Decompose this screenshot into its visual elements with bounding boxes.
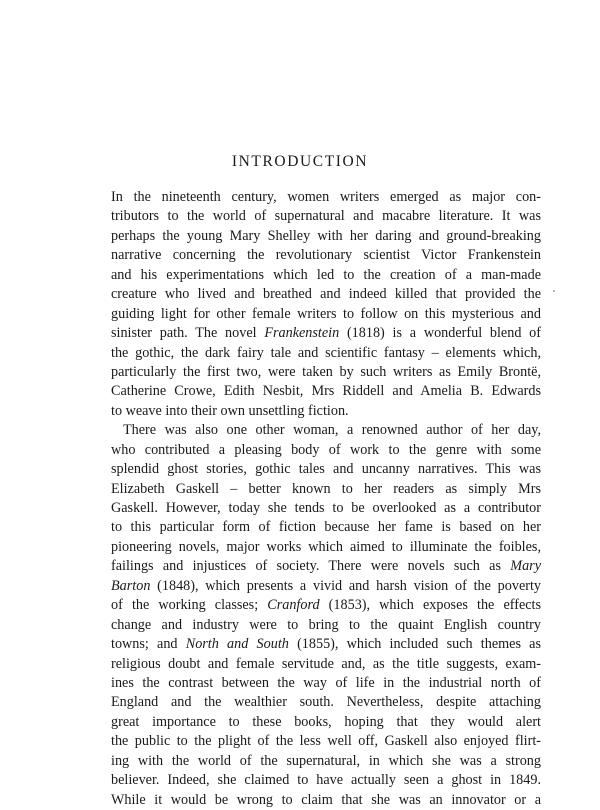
text-line — [111, 499, 541, 518]
text-line — [111, 655, 541, 674]
text-run: who contributed a pleasing body of work to the genre with some — [111, 441, 541, 458]
text-line — [111, 771, 541, 790]
scan-speck — [553, 290, 555, 292]
text-run: ing with the world of the supernatural, in which she was a strong — [111, 752, 541, 769]
text-line — [111, 713, 541, 732]
text-run: sinister path. The novel — [111, 325, 265, 342]
italic-title: Cranford — [267, 597, 320, 614]
text-run: believer. Indeed, she claimed to have actually seen a ghost in 1849. — [111, 772, 541, 789]
text-run: perhaps the young Mary Shelley with her daring and ground-breaking — [111, 227, 541, 244]
text-line — [111, 732, 541, 751]
text-run: (1848), which presents a vivid and harsh vision of the poverty — [150, 577, 541, 594]
text-line — [111, 441, 541, 460]
text-line — [111, 324, 541, 343]
text-run: Gaskell. However, today she tends to be overlooked as a contributor — [111, 500, 541, 516]
text-line — [111, 693, 541, 712]
text-line — [111, 363, 541, 382]
text-line — [111, 557, 541, 576]
text-run: religious doubt and female servitude and, as the title suggests, exam- — [111, 655, 541, 672]
text-line — [111, 616, 541, 635]
text-line — [111, 577, 541, 596]
text-run: Elizabeth Gaskell – better known to her readers as simply Mrs — [111, 480, 541, 497]
text-run: great importance to these books, hoping that they would alert — [111, 713, 541, 730]
text-run: particularly the first two, were taken by such writers as Emily Brontë, — [111, 363, 541, 380]
text-line — [111, 227, 541, 246]
text-run: and his experimentations which led to the creation of a man-made — [111, 266, 541, 283]
text-run: (1853), which exposes the effects — [319, 597, 542, 614]
text-run: the public to the plight of the less well off, Gaskell also enjoyed flirt- — [111, 733, 541, 750]
text-run: to weave into their own unsettling fiction. — [111, 402, 349, 419]
text-line — [111, 518, 541, 537]
italic-title: Barton — [111, 577, 151, 594]
text-run: ines the contrast between the way of life in the industrial north of — [111, 674, 541, 691]
text-run: change and industry were to bring to the quaint English country — [111, 616, 541, 633]
text-run: narrative concerning the revolutionary scientist Victor Frankenstein — [111, 247, 541, 264]
text-line — [111, 460, 541, 479]
text-line — [111, 305, 541, 324]
text-run: While it would be wrong to claim that she was an innovator or a — [111, 791, 541, 808]
text-run: tributors to the world of supernatural and macabre literature. It was — [111, 208, 541, 225]
text-line — [111, 791, 541, 810]
text-line — [111, 285, 541, 304]
text-run: (1855), which included such themes as — [288, 636, 541, 653]
text-line — [111, 596, 541, 615]
text-line — [111, 752, 541, 771]
text-run: guiding light for other female writers to follow on this mysterious and — [111, 305, 541, 322]
text-line — [111, 266, 541, 285]
text-line — [111, 538, 541, 557]
italic-title: Frankenstein — [264, 325, 340, 342]
text-line — [111, 207, 541, 226]
text-line — [111, 674, 541, 693]
text-run: to this particular form of fiction because her fame is based on her — [111, 519, 541, 536]
italic-title: North and South — [185, 636, 289, 653]
text-line — [111, 480, 541, 499]
italic-title: Mary — [510, 558, 541, 575]
text-line — [111, 635, 541, 654]
text-run: splendid ghost stories, gothic tales and uncanny narratives. This was — [111, 461, 541, 478]
page-title: INTRODUCTION — [231, 153, 369, 170]
text-run: the gothic, the dark fairy tale and scientific fantasy – elements which, — [111, 344, 541, 361]
text-line — [111, 382, 541, 401]
text-run: In the nineteenth century, women writers emerged as major con- — [111, 189, 541, 205]
body-text — [111, 188, 541, 810]
text-run: creature who lived and breathed and indeed killed that provided the — [111, 286, 541, 303]
text-line — [111, 188, 541, 207]
text-line — [111, 246, 541, 265]
text-line — [111, 344, 541, 363]
text-run: England and the wealthier south. Nevertheless, despite attaching — [111, 694, 541, 711]
text-run: failings and injustices of society. There were novels such as — [111, 558, 511, 575]
text-run: of the working classes; — [111, 597, 268, 614]
text-run: There was also one other woman, a renowned author of her day, — [123, 422, 541, 439]
text-line — [111, 402, 541, 421]
text-run: Catherine Crowe, Edith Nesbit, Mrs Riddell and Amelia B. Edwards — [111, 383, 541, 400]
text-run: (1818) is a wonderful blend of — [339, 325, 541, 342]
text-line — [111, 421, 541, 440]
text-run: towns; and — [111, 636, 186, 653]
text-run: pioneering novels, major works which aimed to illuminate the foibles, — [111, 538, 541, 555]
